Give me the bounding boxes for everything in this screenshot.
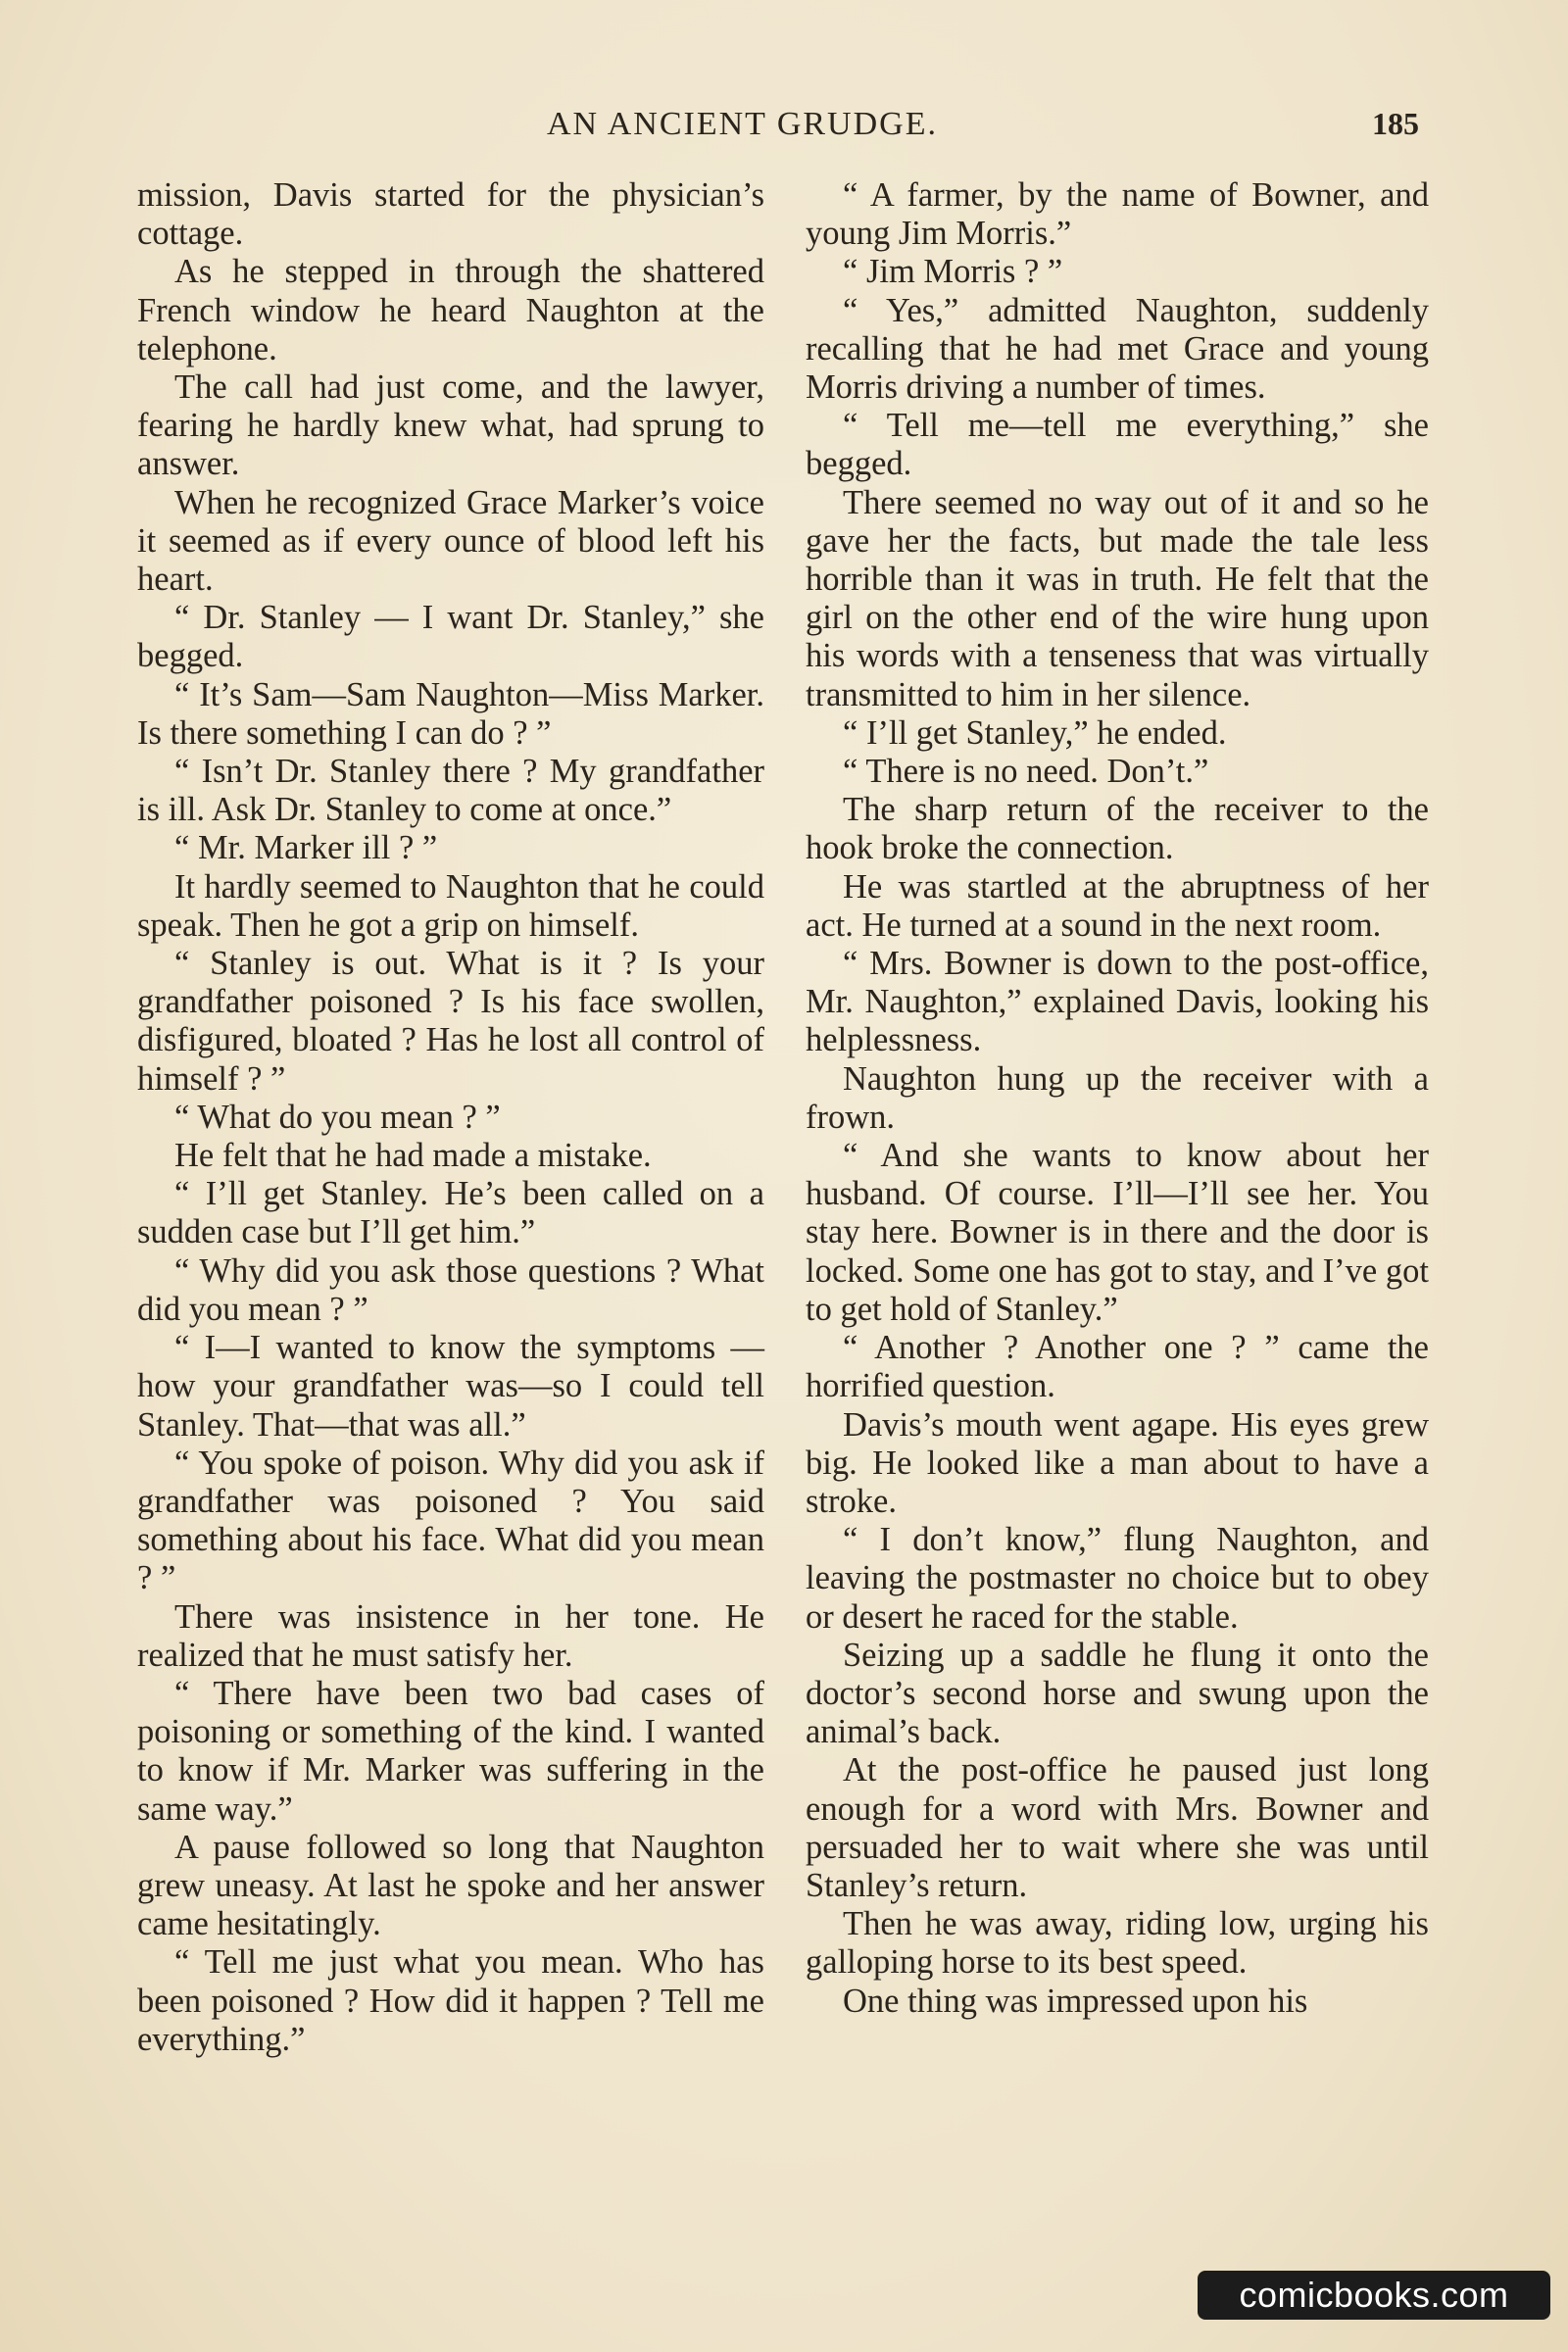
paragraph: “ You spoke of poison. Why did you ask if grandfather was poisoned ? You said something about his face. What did you mean ? ” [137, 1444, 764, 1597]
paragraph: “ There have been two bad cases of poisoning or something of the kind. I wanted to know if Mr. Marker was suffering in the same way.” [137, 1674, 764, 1828]
paragraph: The call had just come, and the lawyer, fearing he hardly knew what, had sprung to answer. [137, 368, 764, 483]
watermark-badge: comicbooks.com [1198, 2271, 1550, 2320]
paragraph: “ There is no need. Don’t.” [843, 753, 1209, 791]
paragraph: “ I’ll get Stanley. He’s been called on a sudden case but I’ll get him.” [137, 1175, 764, 1251]
paragraph: He was startled at the abruptness of her act. He turned at a sound in the next room. [806, 867, 1429, 944]
paragraph: A pause followed so long that Naughton grew uneasy. At last he spoke and her answer came hesitatingly. [137, 1828, 764, 1943]
paragraph: “ Mrs. Bowner is down to the post-office, Mr. Naughton,” explained Davis, looking his helplessness. [806, 945, 1429, 1059]
paragraph: “ I don’t know,” flung Naughton, and leaving the postmaster no choice but to obey or desert he raced for the stable. [806, 1521, 1429, 1636]
paragraph: “ Mr. Marker ill ? ” [174, 829, 438, 867]
paragraph: One thing was impressed upon his [843, 1982, 1308, 2020]
left-column [137, 176, 764, 2059]
paragraph: “ I’ll get Stanley,” he ended. [843, 713, 1227, 752]
paragraph: The sharp return of the receiver to the hook broke the connection. [806, 791, 1429, 867]
paragraph: “ Tell me just what you mean. Who has been poisoned ? How did it happen ? Tell me everything.” [137, 1943, 764, 2058]
paragraph: Naughton hung up the receiver with a frown. [806, 1059, 1429, 1136]
running-title: AN ANCIENT GRUDGE. [547, 106, 938, 142]
paragraph: “ Stanley is out. What is it ? Is your grandfather poisoned ? Is his face swollen, disfigured, bloated ? Has he lost all control of himself ? ” [137, 945, 764, 1098]
paragraph: “ What do you mean ? ” [174, 1098, 501, 1136]
paragraph: mission, Davis started for the physician’s cottage. [137, 176, 764, 253]
paragraph: He felt that he had made a mistake. [174, 1137, 652, 1175]
paragraph: As he stepped in through the shattered French window he heard Naughton at the telephone. [137, 253, 764, 368]
paragraph: “ Isn’t Dr. Stanley there ? My grandfather is ill. Ask Dr. Stanley to come at once.” [137, 753, 764, 829]
paragraph: “ I—I wanted to know the symptoms —how your grandfather was—so I could tell Stanley. That—that was all.” [137, 1329, 764, 1444]
paragraph: There was insistence in her tone. He realized that he must satisfy her. [137, 1597, 764, 1674]
paragraph: “ Another ? Another one ? ” came the horrified question. [806, 1329, 1429, 1405]
paragraph: “ Dr. Stanley — I want Dr. Stanley,” she begged. [137, 599, 764, 675]
paragraph: “ Jim Morris ? ” [843, 253, 1063, 291]
paragraph: “ Tell me—tell me everything,” she begged. [806, 407, 1429, 483]
paragraph: When he recognized Grace Marker’s voice it seemed as if every ounce of blood left his heart. [137, 483, 764, 599]
paragraph: “ Why did you ask those questions ? What did you mean ? ” [137, 1251, 764, 1328]
paragraph: Davis’s mouth went agape. His eyes grew big. He looked like a man about to have a stroke. [806, 1405, 1429, 1520]
paragraph: At the post-office he paused just long enough for a word with Mrs. Bowner and persuaded her to wait where she was until Stanley’s return. [806, 1751, 1429, 1904]
paragraph: Seizing up a saddle he flung it onto the doctor’s second horse and swung upon the animal’s back. [806, 1636, 1429, 1751]
paragraph: Then he was away, riding low, urging his galloping horse to its best speed. [806, 1905, 1429, 1982]
page-header [0, 106, 1568, 155]
paragraph: “ And she wants to know about her husband. Of course. I’ll—I’ll see her. You stay here. Bowner is in there and the door is locked. Some one has got to stay, and I’ve got to get hold of Stanley.” [806, 1137, 1429, 1328]
page-number: 185 [1372, 106, 1419, 141]
paragraph: “ It’s Sam—Sam Naughton—Miss Marker. Is there something I can do ? ” [137, 675, 764, 752]
right-column [806, 176, 1429, 2021]
paragraph: “ Yes,” admitted Naughton, suddenly recalling that he had met Grace and young Morris driving a number of times. [806, 291, 1429, 407]
paragraph: There seemed no way out of it and so he gave her the facts, but made the tale less horrible than it was in truth. He felt that the girl on the other end of the wire hung upon his words with a tenseness that was virtually transmitted to him in her silence. [806, 483, 1429, 713]
paragraph: “ A farmer, by the name of Bowner, and young Jim Morris.” [806, 176, 1429, 253]
paragraph: It hardly seemed to Naughton that he could speak. Then he got a grip on himself. [137, 867, 764, 944]
